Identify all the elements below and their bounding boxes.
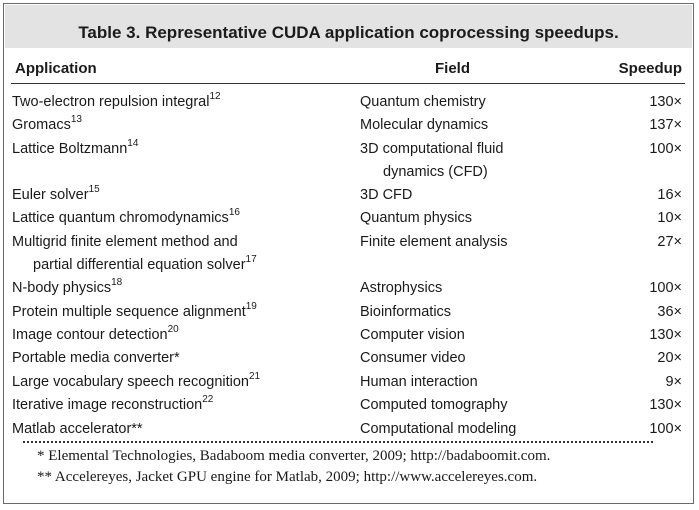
row-application xyxy=(12,113,82,137)
row-application xyxy=(12,393,213,417)
row-application-continued xyxy=(33,253,257,277)
row-field: 3D CFD xyxy=(360,187,413,203)
application-name: Iterative image reconstruction xyxy=(12,397,203,413)
row-speedup: 36× xyxy=(657,304,682,320)
row-field: Quantum physics xyxy=(360,210,473,226)
row-speedup: 27× xyxy=(657,234,682,250)
row-application xyxy=(12,206,240,230)
row-application xyxy=(12,417,143,441)
application-name: Two-electron repulsion integral xyxy=(12,94,210,110)
row-field: Astrophysics xyxy=(360,280,443,296)
row-speedup: 100× xyxy=(649,141,682,157)
row-speedup: 16× xyxy=(657,187,682,203)
row-field: Computational modeling xyxy=(360,421,517,437)
application-name: Gromacs xyxy=(12,117,71,133)
row-field: Human interaction xyxy=(360,374,478,390)
footnote-2: ** Accelereyes, Jacket GPU engine for Matlab, 2009; http://www.accelereyes.com. xyxy=(37,469,538,485)
reference-number: 17 xyxy=(245,254,257,266)
row-field-continued: dynamics (CFD) xyxy=(383,164,488,180)
row-speedup: 10× xyxy=(657,210,682,226)
row-field: Consumer video xyxy=(360,350,466,366)
row-application xyxy=(12,90,221,114)
application-name: Large vocabulary speech recognition xyxy=(12,374,249,390)
application-name: Image contour detection xyxy=(12,327,168,343)
table-caption: Table 3. Representative CUDA application coprocessing speedups. xyxy=(78,23,619,42)
row-speedup: 130× xyxy=(649,327,682,343)
application-name: Matlab accelerator** xyxy=(12,421,143,437)
application-name: Protein multiple sequence alignment xyxy=(12,304,246,320)
header-field: Field xyxy=(435,60,471,77)
reference-number: 15 xyxy=(88,184,100,196)
application-name: N-body physics xyxy=(12,280,112,296)
reference-number: 22 xyxy=(202,394,214,406)
reference-number: 18 xyxy=(111,277,123,289)
row-speedup: 130× xyxy=(649,94,682,110)
reference-number: 14 xyxy=(127,138,139,150)
row-application xyxy=(12,183,100,207)
reference-number: 21 xyxy=(248,371,261,383)
row-field: Quantum chemistry xyxy=(360,94,486,110)
row-application xyxy=(12,323,179,347)
header-speedup: Speedup xyxy=(618,60,682,77)
row-application xyxy=(12,276,122,300)
row-field: Computed tomography xyxy=(360,397,508,413)
reference-number: 12 xyxy=(209,91,221,103)
row-field: Bioinformatics xyxy=(360,304,452,320)
row-speedup: 130× xyxy=(649,397,682,413)
reference-number: 19 xyxy=(245,301,257,313)
reference-number: 16 xyxy=(228,207,240,219)
application-name: Lattice Boltzmann xyxy=(12,141,128,157)
row-field: 3D computational fluid xyxy=(360,141,504,157)
row-speedup: 9× xyxy=(665,374,682,390)
application-name: Lattice quantum chromodynamics xyxy=(12,210,229,226)
row-application xyxy=(12,137,138,161)
row-field: Finite element analysis xyxy=(360,234,508,250)
reference-number: 20 xyxy=(167,324,179,336)
row-field: Molecular dynamics xyxy=(360,117,489,133)
header-application: Application xyxy=(15,60,97,77)
reference-number: 13 xyxy=(70,114,82,126)
application-name: Euler solver xyxy=(12,187,89,203)
application-name: Portable media converter* xyxy=(12,350,180,366)
row-application xyxy=(12,300,257,324)
row-speedup: 100× xyxy=(649,280,682,296)
row-speedup: 137× xyxy=(649,117,682,133)
row-application xyxy=(12,346,180,370)
row-speedup: 100× xyxy=(649,421,682,437)
row-speedup: 20× xyxy=(657,350,682,366)
footnote-divider xyxy=(23,441,653,443)
row-field: Computer vision xyxy=(360,327,465,343)
footnote-1: * Elemental Technologies, Badaboom media converter, 2009; http://badaboomit.com. xyxy=(37,448,551,464)
application-name: Multigrid finite element method and xyxy=(12,234,238,250)
application-name-continued: partial differential equation solver xyxy=(33,257,246,273)
row-application xyxy=(12,370,260,394)
row-application xyxy=(12,230,238,254)
